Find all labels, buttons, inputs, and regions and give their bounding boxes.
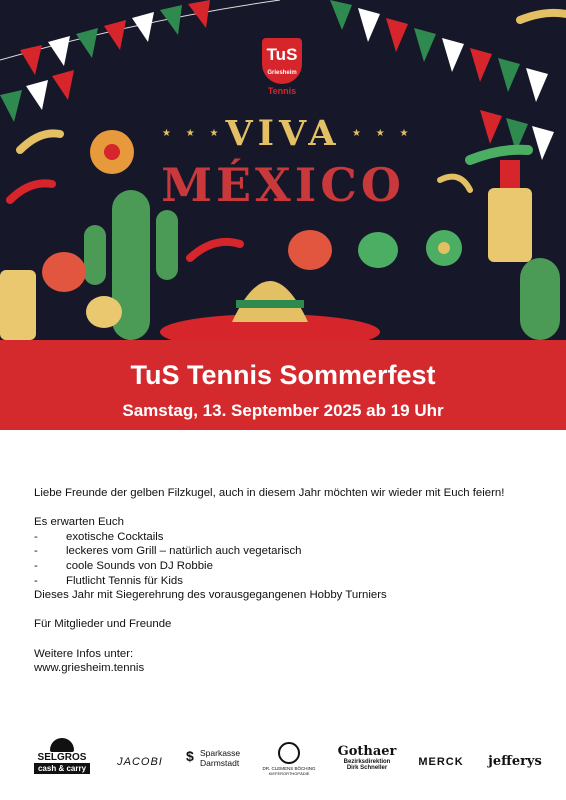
stars-left: ★ ★ ★ xyxy=(162,128,225,139)
website-link[interactable]: www.griesheim.tennis xyxy=(34,662,145,675)
intro-text: Liebe Freunde der gelben Filzkugel, auch in diesem Jahr möchten wir wieder mit Euch feiern! xyxy=(34,487,505,499)
list-item: - Flutlicht Tennis für Kids xyxy=(34,574,183,587)
club-logo xyxy=(256,38,308,96)
club-logo-subtext: Griesheim xyxy=(267,70,297,76)
event-date: Samstag, 13. September 2025 ab 19 Uhr xyxy=(122,401,444,420)
selgros-icon xyxy=(50,738,74,752)
sponsor-sparkasse: $ Sparkasse Darmstadt xyxy=(186,748,241,768)
list-item: - coole Sounds von DJ Robbie xyxy=(34,559,213,572)
cactus-right-icon xyxy=(520,258,560,340)
club-logo-text: TuS xyxy=(266,45,298,64)
expect-heading: Es erwarten Euch xyxy=(34,516,124,529)
club-logo-shield xyxy=(262,38,302,84)
sponsor-jacobi: JACOBI xyxy=(117,756,163,768)
sponsor-selgros: SELGROS cash & carry xyxy=(34,738,90,774)
headline-mexico: MÉXICO xyxy=(161,158,405,212)
tequila-bottle-icon xyxy=(0,270,36,340)
info-label: Weitere Infos unter: xyxy=(34,647,134,660)
event-banner xyxy=(0,340,566,430)
hero-illustration xyxy=(0,0,566,340)
list-item: - exotische Cocktails xyxy=(34,530,164,543)
sparkasse-icon: $ xyxy=(186,748,194,764)
list-item: - leckeres vom Grill – natürlich auch vegetarisch xyxy=(34,545,302,558)
sponsor-logos xyxy=(0,736,566,792)
ceremony-text: Dieses Jahr mit Siegerehrung des vorausgegangenen Hobby Turniers xyxy=(34,589,387,602)
sponsor-jefferys: jefferys xyxy=(488,754,542,769)
club-logo-caption: Tennis xyxy=(267,86,297,96)
headline-viva: VIVA xyxy=(225,113,341,154)
sponsor-clemens: DR. CLEMENS BÖCHING KIEFERORTHOPÄDIE xyxy=(258,742,320,776)
audience-text: Für Mitglieder und Freunde xyxy=(34,618,172,631)
sponsor-merck: MERCK xyxy=(418,756,464,768)
event-title: TuS Tennis Sommerfest xyxy=(130,360,436,390)
invitation-text xyxy=(34,486,544,676)
chili-icon xyxy=(190,242,240,258)
sponsor-gothaer: Gothaer Bezirksdirektion Dirk Schneller xyxy=(337,744,397,771)
sombrero-icon xyxy=(160,281,380,340)
maraca-right-icon xyxy=(288,230,332,270)
stars-right: ★ ★ ★ xyxy=(352,128,415,139)
maraca-icon xyxy=(42,252,86,292)
clemens-icon xyxy=(278,742,300,764)
